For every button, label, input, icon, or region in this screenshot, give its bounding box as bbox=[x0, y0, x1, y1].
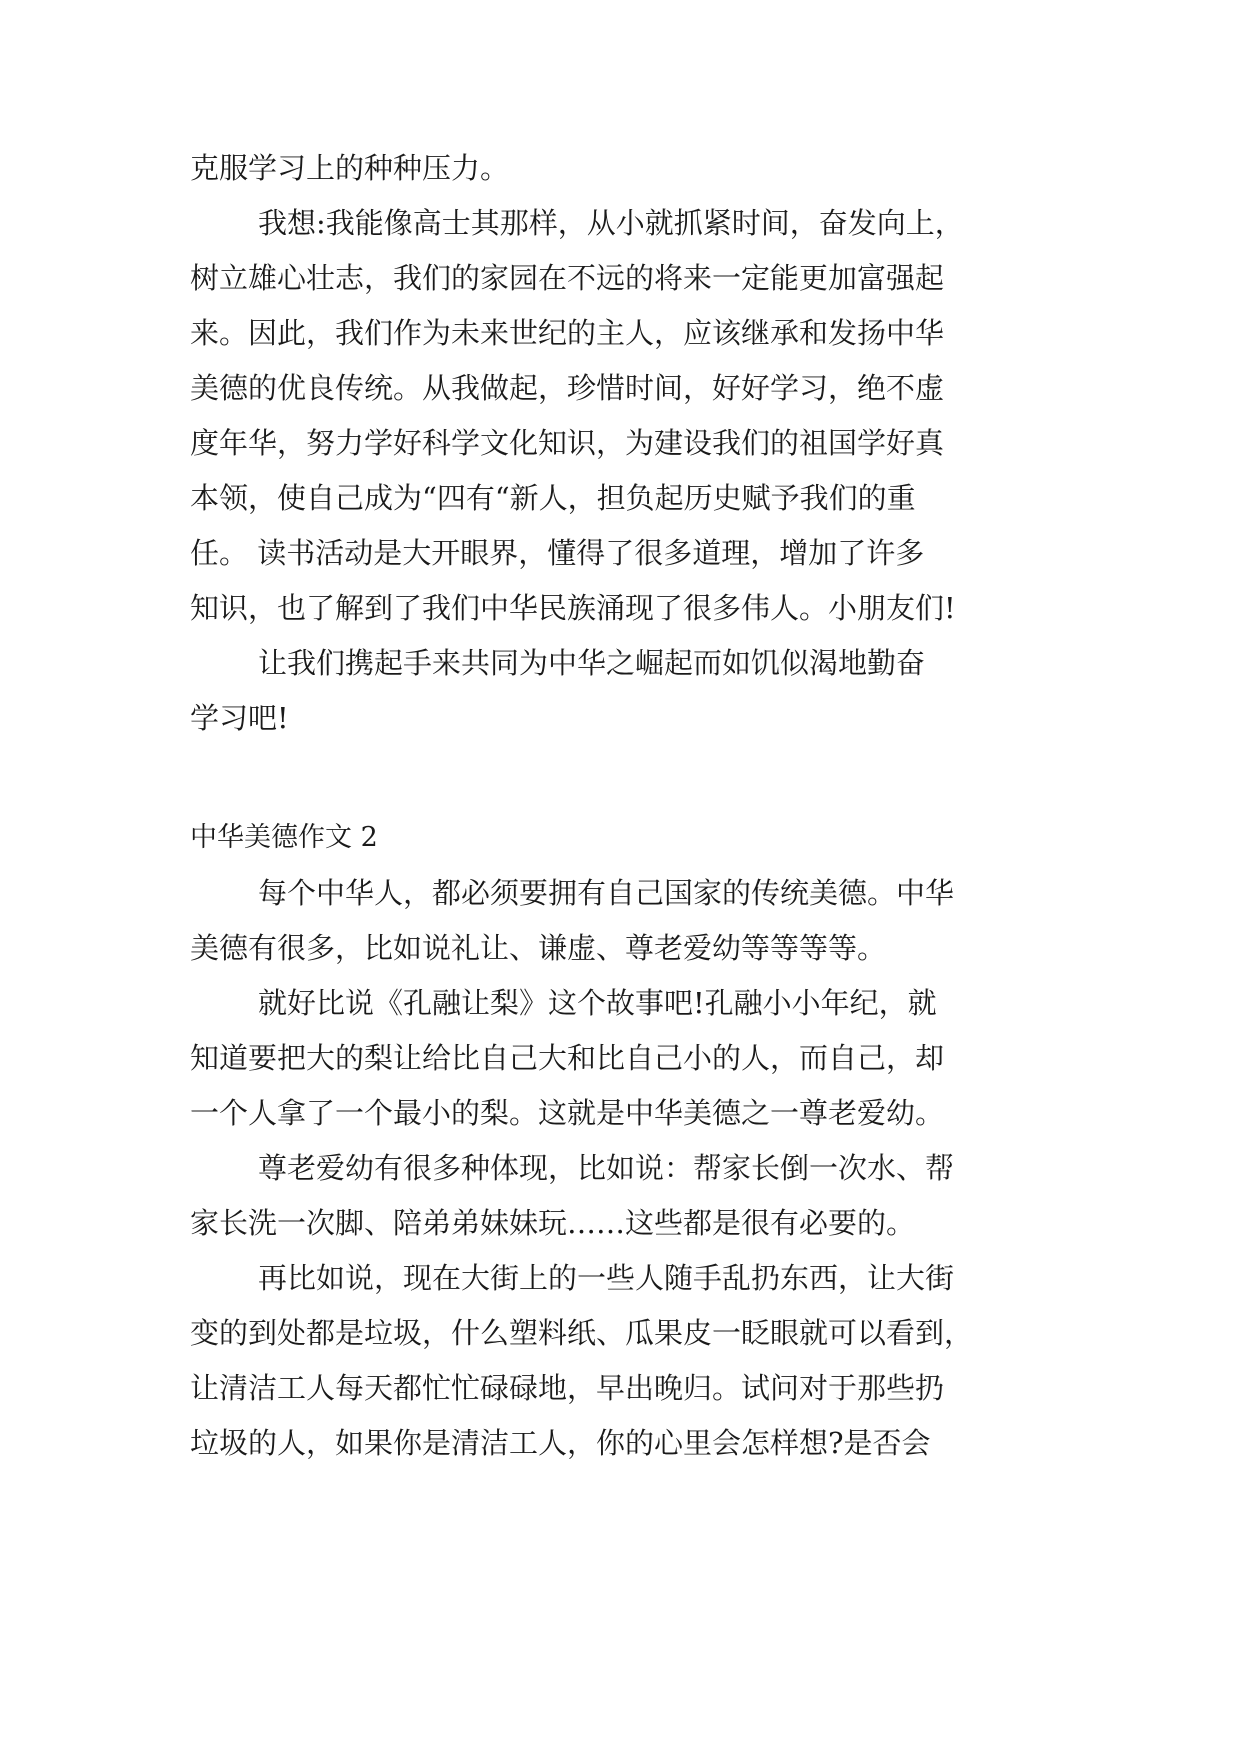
text-line: 变的到处都是垃圾，什么塑料纸、瓜果皮一眨眼就可以看到， bbox=[190, 1316, 974, 1350]
text-line: 一个人拿了一个最小的梨。这就是中华美德之一尊老爱幼。 bbox=[190, 1096, 945, 1130]
text-line: 垃圾的人，如果你是清洁工人，你的心里会怎样想?是否会 bbox=[190, 1426, 931, 1460]
text-line: 美德的优良传统。从我做起，珍惜时间，好好学习，绝不虚 bbox=[190, 371, 945, 405]
text-line: 就好比说《孔融让梨》这个故事吧!孔融小小年纪，就 bbox=[258, 986, 937, 1020]
text-line: 克服学习上的种种压力。 bbox=[190, 151, 510, 185]
text-line: 家长洗一次脚、陪弟弟妹妹玩……这些都是很有必要的。 bbox=[190, 1206, 916, 1240]
text-line: 知识，也了解到了我们中华民族涌现了很多伟人。小朋友们! bbox=[190, 591, 956, 625]
text-line: 来。因此，我们作为未来世纪的主人，应该继承和发扬中华 bbox=[190, 316, 945, 350]
text-line: 让清洁工人每天都忙忙碌碌地，早出晚归。试问对于那些扔 bbox=[190, 1371, 945, 1405]
text-line: 再比如说，现在大街上的一些人随手乱扔东西，让大街 bbox=[258, 1261, 955, 1295]
text-line: 学习吧! bbox=[190, 701, 289, 735]
text-line: 尊老爱幼有很多种体现，比如说：帮家长倒一次水、帮 bbox=[258, 1151, 955, 1185]
text-line: 每个中华人，都必须要拥有自己国家的传统美德。中华 bbox=[258, 876, 955, 910]
section-heading: 中华美德作文 2 bbox=[190, 822, 378, 853]
text-line: 美德有很多，比如说礼让、谦虚、尊老爱幼等等等等。 bbox=[190, 931, 887, 965]
text-line: 本领，使自己成为“四有“新人，担负起历史赋予我们的重 bbox=[190, 481, 916, 515]
text-line: 让我们携起手来共同为中华之崛起而如饥似渴地勤奋 bbox=[258, 646, 926, 680]
text-line: 度年华，努力学好科学文化知识，为建设我们的祖国学好真 bbox=[190, 426, 945, 460]
text-line: 我想:我能像高士其那样，从小就抓紧时间，奋发向上， bbox=[258, 206, 964, 240]
text-line: 知道要把大的梨让给比自己大和比自己小的人，而自己，却 bbox=[190, 1041, 945, 1075]
text-line: 树立雄心壮志，我们的家园在不远的将来一定能更加富强起 bbox=[190, 261, 945, 295]
text-line: 任。 读书活动是大开眼界，懂得了很多道理，增加了许多 bbox=[190, 536, 925, 570]
